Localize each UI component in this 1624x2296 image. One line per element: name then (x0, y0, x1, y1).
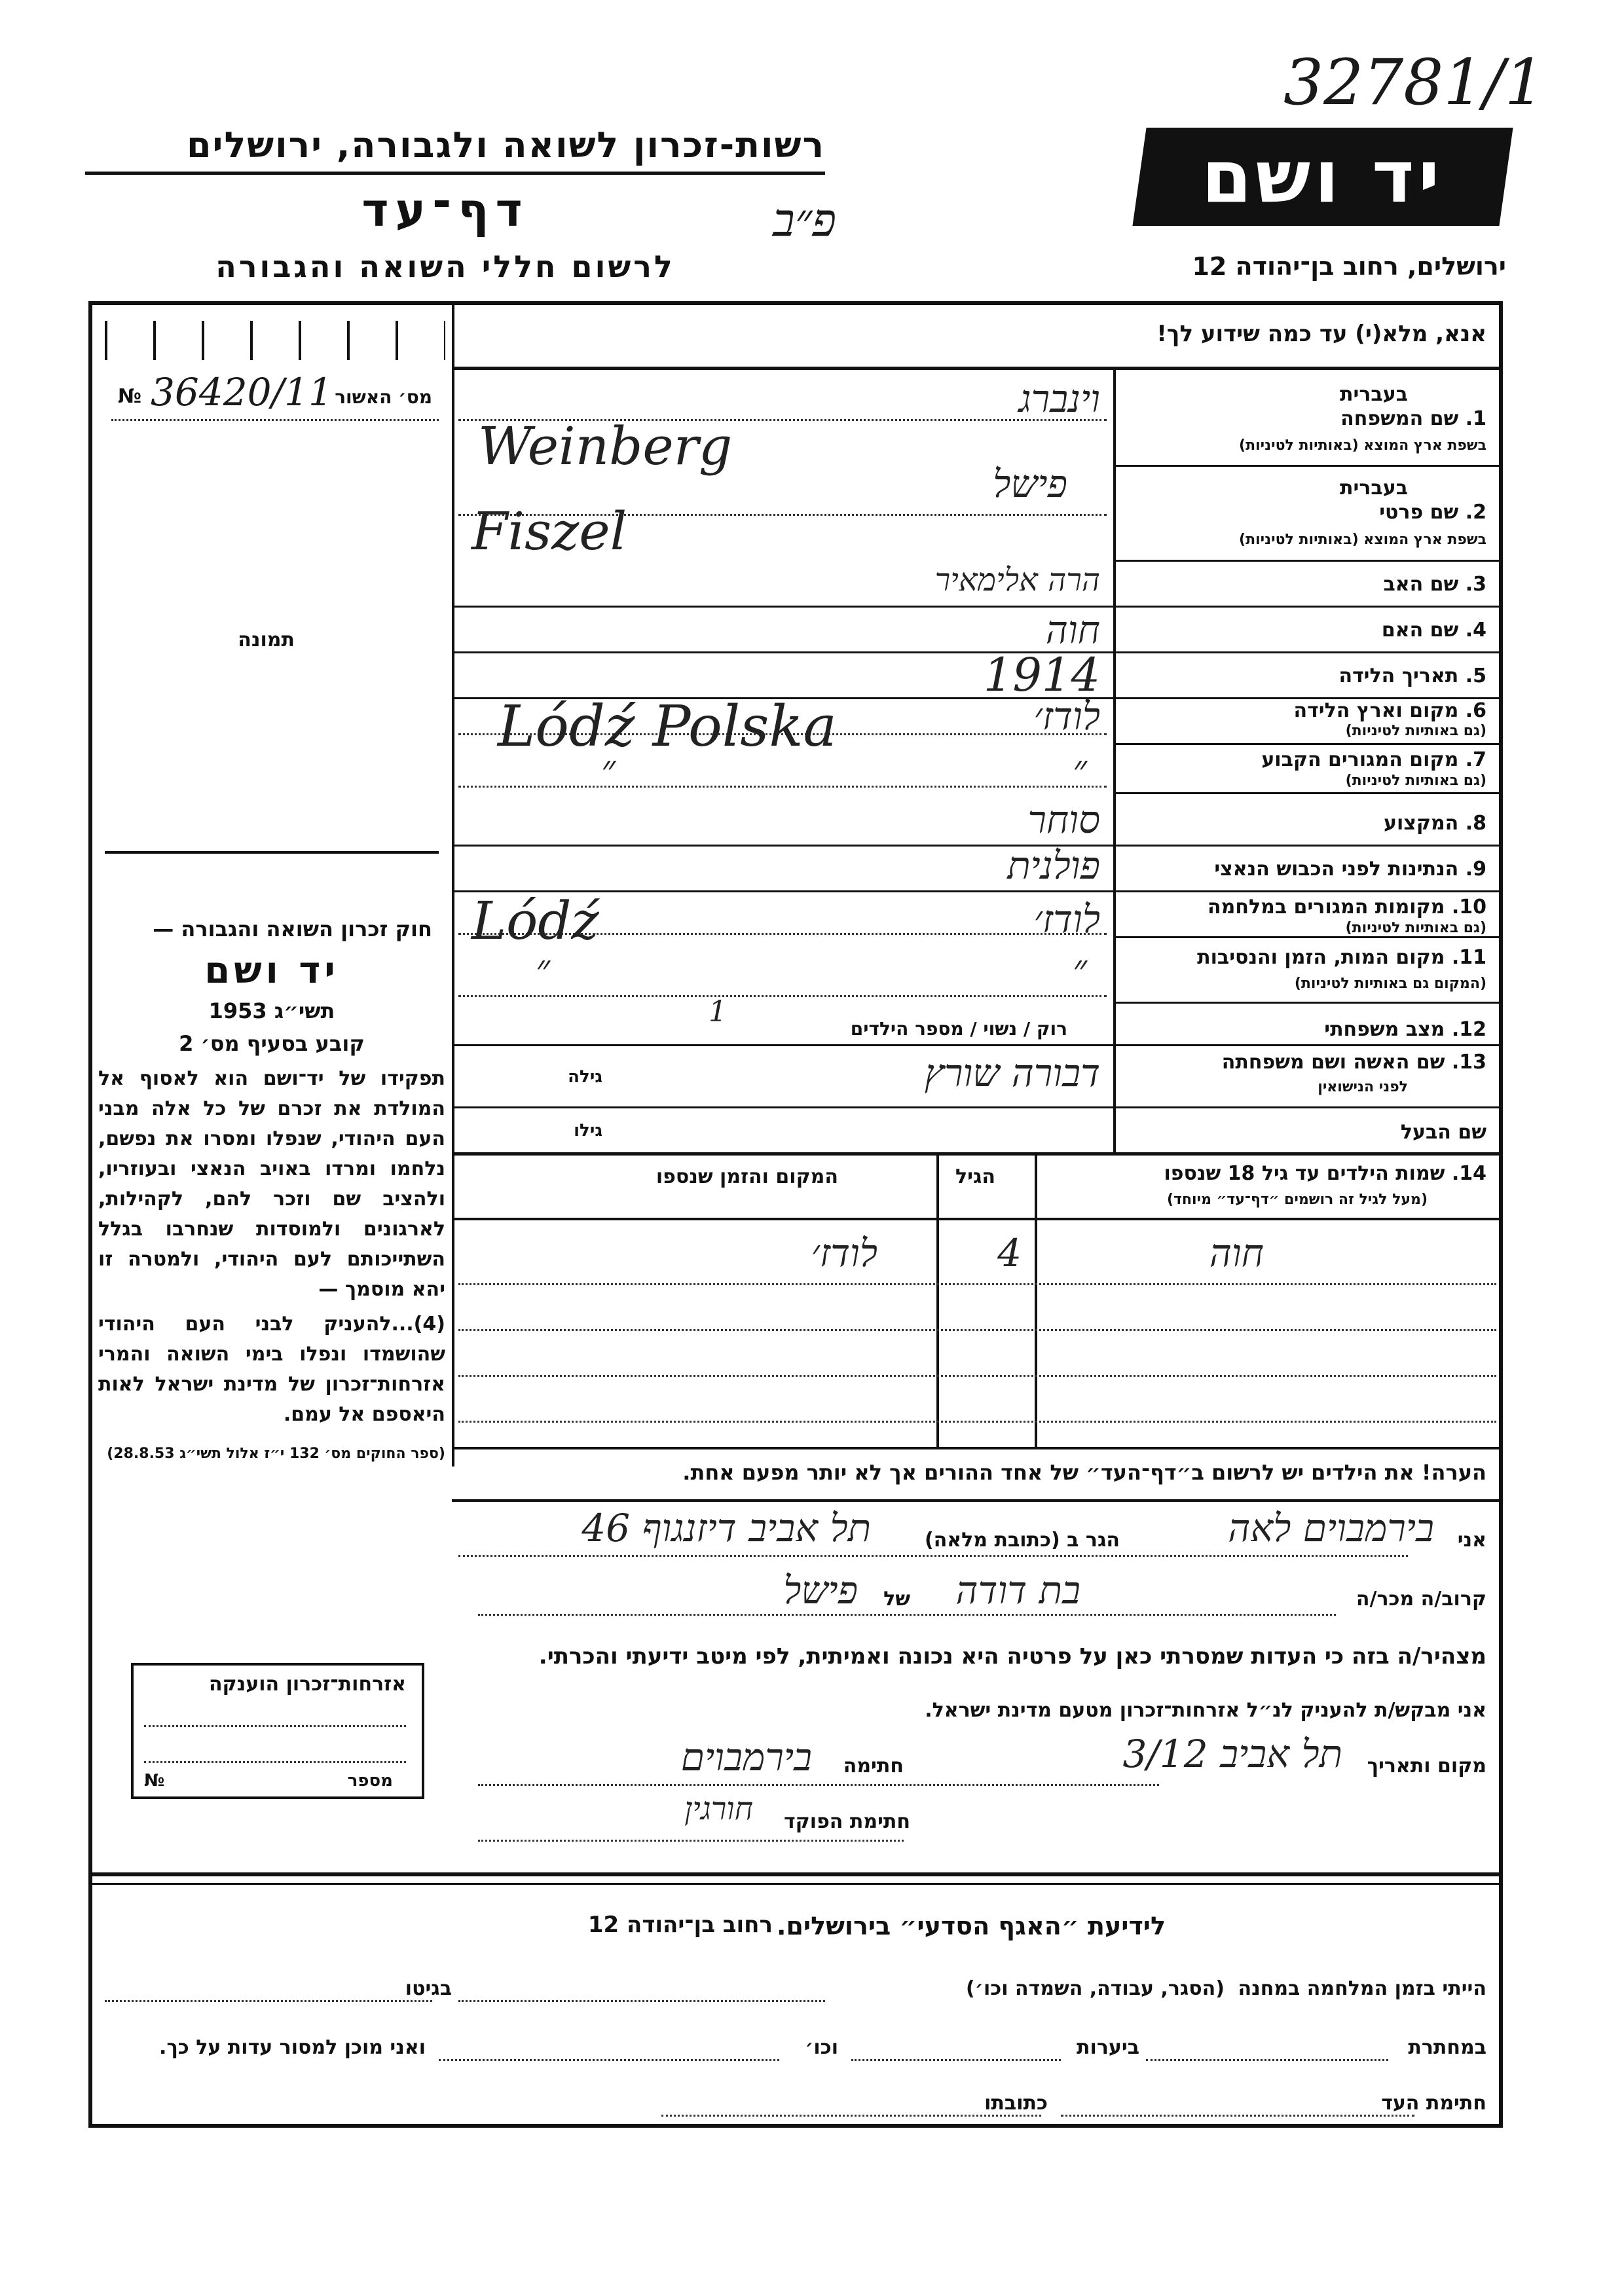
citizenship-number-label: מספר (347, 1771, 393, 1791)
instruction: אנא, מלא(י) עד כמה שידוע לך! (1156, 321, 1486, 347)
f2-label: 2. שם פרטי (1379, 501, 1486, 524)
f6-value-latin: Lódź Polska (498, 694, 837, 759)
row-line-9 (452, 890, 1503, 892)
label-column-divider (1113, 370, 1116, 1152)
f6-value-he: לודז׳ (1033, 694, 1100, 738)
f7-value-he: ״ (1072, 746, 1087, 791)
f11-he-line (458, 995, 1107, 997)
footer-line2-c: וכו׳ (805, 2036, 838, 2059)
husband-label: שם הבעל (1400, 1121, 1486, 1144)
row-line-7 (1113, 792, 1503, 794)
value-column-left-border (452, 370, 454, 1152)
declarant-address-label: הגר ב (כתובת מלאה) (924, 1529, 1120, 1552)
row-line-6 (1113, 743, 1503, 745)
footer-separator-2 (88, 1883, 1503, 1885)
approval-label: מס׳ האשור (335, 386, 432, 408)
row-line-14 (452, 1152, 1503, 1156)
f4-value: חוה (1045, 608, 1100, 652)
f13-sub: לפני הנישואין (1318, 1079, 1408, 1095)
law-citation: (ספר החוקים מס׳ 132 י״ז אלול תשי״ג 28.8.53) (107, 1446, 445, 1462)
footer-dot-2 (105, 2000, 432, 2002)
footer-dot-4 (851, 2059, 1061, 2061)
row-line-8 (452, 845, 1503, 847)
remark-top-line (452, 1447, 1503, 1449)
f9-label: 9. הנתינות לפני הכבוש הנאצי (1214, 858, 1486, 881)
child-age: 4 (997, 1231, 1022, 1275)
children-left-border (452, 1152, 454, 1447)
f8-value: סוחר (1027, 797, 1100, 842)
f2-value-latin: Fiszel (471, 501, 627, 562)
row-line-13 (452, 1106, 1503, 1108)
row-line-2 (1113, 560, 1503, 562)
f12-options: רוק / נשוי / מספר הילדים (850, 1018, 1067, 1040)
declarant-line-2 (478, 1614, 1336, 1616)
children-row-3 (458, 1375, 1496, 1377)
f1-label: 1. שם המשפחה (1340, 407, 1486, 430)
relation-label: קרוב/ה מכר/ה (1356, 1588, 1486, 1611)
remark: הערה! את הילדים יש לרשום ב״דף־העד״ של אחד ההורים אך לא יותר מפעם אחת. (682, 1460, 1486, 1485)
footer-line3-b: כתובתו (984, 2092, 1048, 2115)
row-line-12 (452, 1044, 1503, 1046)
logo-text: יד ושם (1202, 135, 1444, 219)
declarant-address: תל אביב דיזנגוף 46 (581, 1506, 871, 1550)
row-line-11 (1113, 1002, 1503, 1004)
relation-of-label: של (883, 1588, 910, 1611)
footer-title: לידיעת ״האגף הסדעי״ בירושלים. (777, 1912, 1166, 1941)
form-subtitle: לרשום חללי השואה והגבורה (215, 249, 675, 284)
f2-value-he: פישל (993, 462, 1067, 506)
f6-label: 6. מקום וארץ הלידה (1293, 699, 1486, 722)
f5-label: 5. תאריך הלידה (1338, 665, 1486, 687)
f1-value-he: וינברג (1018, 376, 1100, 421)
form-title: דף־עד (361, 183, 529, 237)
footer-separator-1 (88, 1872, 1503, 1876)
approval-sign: № (118, 385, 142, 408)
f11-label: 11. מקום המות, הזמן והנסיבות (1197, 946, 1486, 969)
f14-col-age: הגיל (955, 1165, 995, 1188)
declaration: מצהיר/ה בזה כי העדות שמסרתי כאן על פרטיה היא נכונה ואמיתית, לפי מיטב ידיעתי והכרתי. (538, 1643, 1486, 1669)
citizenship-line-2 (144, 1761, 406, 1763)
f14-label: 14. שמות הילדים עד גיל 18 שנספו (1164, 1162, 1486, 1185)
address: ירושלים, רחוב בן־יהודה 12 (1192, 252, 1506, 281)
footer-dot-5 (439, 2059, 779, 2061)
child-name: חוה (1209, 1231, 1264, 1275)
f4-label: 4. שם האם (1381, 619, 1486, 642)
footer-dot-6 (1061, 2115, 1414, 2117)
f12-label: 12. מצב משפחתי (1324, 1018, 1486, 1041)
relation-value: בת דודה (955, 1568, 1080, 1613)
f7-he-line (458, 786, 1107, 788)
f1-hebrew-tag: בעברית (1340, 383, 1408, 406)
remark-bottom-line (452, 1499, 1503, 1502)
tick-marks (105, 321, 445, 360)
f12-value: 1 (709, 995, 727, 1029)
children-row-2 (458, 1329, 1496, 1331)
f7-value-latin: ״ (600, 746, 616, 791)
f11-value-he: ״ (1072, 946, 1087, 991)
approval-number: 36420/11 (151, 370, 333, 414)
footer-dot-1 (458, 2000, 825, 2002)
f1-value-latin: Weinberg (478, 416, 733, 477)
f3-label: 3. שם האב (1383, 573, 1486, 596)
declarant-ani: אני (1457, 1529, 1486, 1552)
f11-sub: (המקום גם באותיות לטיניות) (1294, 975, 1486, 992)
f5-value: 1914 (983, 648, 1100, 702)
law-section: קובע בסעיף מס׳ 2 (179, 1031, 365, 1056)
f13-value: דבורה שורץ (924, 1051, 1100, 1095)
f13-label: 13. שם האשה ושם משפחתה (1221, 1051, 1486, 1074)
f6-sub: (גם באותיות לטיניות) (1345, 723, 1486, 739)
footer-line1-a: הייתי בזמן המלחמה במחנה (1238, 1977, 1486, 2000)
husband-age-label: גילו (574, 1121, 602, 1140)
f10-value-he: לודז׳ (1033, 897, 1100, 941)
signature-line (478, 1784, 1159, 1786)
f7-label: 7. מקום המגורים הקבוע (1261, 748, 1486, 771)
f1-sub: בשפת ארץ המוצא (באותיות לטיניות) (1239, 437, 1486, 454)
place-date-value: תל אביב 3/12 (1122, 1732, 1342, 1776)
footer-dot-3 (1146, 2059, 1388, 2061)
officer-value: חורגין (684, 1791, 753, 1827)
row-line-1 (1113, 465, 1503, 467)
handwritten-mark: פ״ב (773, 193, 837, 247)
declarant-name: בירמבוים לאה (1228, 1506, 1434, 1550)
handwritten-record-number: 32781/1 (1283, 46, 1545, 119)
law-clause: (4)...להעניק לבני העם היהודי שהושמדו ונפלו בימי השואה והמרי אזרחות־זכרון של מדינת ישראל לאות היאספם אל עמם. (98, 1313, 445, 1426)
approval-dotline (111, 419, 439, 421)
f14-col-place: המקום והזמן שנספו (655, 1165, 838, 1188)
footer-line2-a: במחתרת (1408, 2036, 1486, 2059)
f11-value-latin: ״ (535, 946, 550, 991)
f10-sub: (גם באותיות לטיניות) (1345, 920, 1486, 936)
f8-label: 8. המקצוע (1384, 812, 1486, 835)
law-year: תשי״ג 1953 (208, 998, 335, 1023)
footer-address: רחוב בן־יהודה 12 (587, 1912, 773, 1938)
row-line-3 (452, 606, 1503, 608)
authority-underline (85, 172, 825, 175)
children-col-1 (1035, 1152, 1037, 1447)
declarant-line-1 (458, 1555, 1408, 1557)
signature-value: בירמבוים (680, 1735, 812, 1779)
f2-hebrew-tag: בעברית (1340, 477, 1408, 500)
children-row-4 (458, 1421, 1496, 1423)
officer-label: חתימת הפוקד (784, 1810, 910, 1833)
f13-age-label: גילה (568, 1067, 602, 1087)
children-row-1 (458, 1283, 1496, 1285)
f3-value: הרה אלימאיר (934, 562, 1100, 598)
authority-title: רשות-זכרון לשואה ולגבורה, ירושלים (186, 124, 825, 166)
signature-label: חתימה (843, 1755, 904, 1777)
instruction-underline (452, 367, 1503, 370)
row-line-4 (452, 651, 1503, 653)
footer-dot-7 (661, 2115, 1041, 2117)
f9-value: פולנית (1007, 843, 1100, 888)
footer-line1-b: (הסגר, עבודה, השמדה וכו׳) (965, 1977, 1225, 2000)
request: אני מבקש/ת להעניק לנ״ל אזרחות־זכרון מטעם מדינת ישראל. (925, 1699, 1486, 1722)
officer-line (478, 1840, 904, 1842)
citizenship-number-sign: № (144, 1771, 165, 1791)
f14-sub: (מעל לגיל זה רושמים ״דף־עד״ מיוחד) (1166, 1192, 1428, 1208)
place-date-label: מקום ותאריך (1367, 1755, 1486, 1777)
footer-line2-b: ביערות (1077, 2036, 1139, 2059)
citizenship-title: אזרחות־זכרון הוענקה (208, 1673, 406, 1696)
row-line-10 (1113, 936, 1503, 938)
f10-value-latin: Lódź (471, 890, 599, 951)
footer-line2-d: ואני מוכן למסור עדות על כך. (159, 2036, 426, 2059)
law-body: תפקידו של יד־ושם הוא לאסוף אל המולדת את זכרם של כל אלה מבני העם היהודי, שנפלו ומסרו את נפשם, נלחמו ומרדו באויב הנאצי ובעוזריו, ולהציב שם וזכר להם, לקהילות, לארגונים ולמוסדות שנחרבו בגלל השתייכותם לעם היהודי, ולמטרה זו יהא מוסמך — (98, 1067, 445, 1301)
f2-sub: בשפת ארץ המוצא (באותיות לטיניות) (1239, 532, 1486, 548)
children-col-2 (936, 1152, 939, 1447)
f7-sub: (גם באותיות לטיניות) (1345, 773, 1486, 789)
law-title: חוק זכרון השואה והגבורה — (153, 917, 432, 941)
f10-label: 10. מקומות המגורים במלחמה (1208, 896, 1486, 919)
citizenship-line-1 (144, 1725, 406, 1727)
footer-line3-a: חתימת העד (1381, 2092, 1486, 2115)
relative-of: פישל (783, 1568, 858, 1613)
footer-line1-c: בגיטו (405, 1977, 452, 2000)
photo-label: תמונה (238, 629, 295, 651)
child-place: לודז׳ (811, 1231, 877, 1275)
yad-vashem-logo (1132, 128, 1513, 226)
law-name: יד ושם (204, 949, 339, 992)
children-header-line (452, 1218, 1503, 1220)
